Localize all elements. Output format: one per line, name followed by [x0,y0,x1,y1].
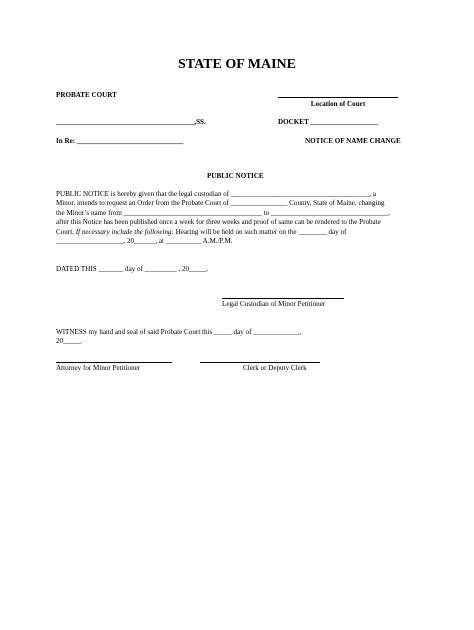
in-re-label: In Re: [56,137,76,145]
public-notice-heading: PUBLIC NOTICE [207,172,264,180]
paragraph-line: after this Notice has been published once a week for three weeks and proof of same can be rendered to the Probate [56,218,381,227]
paragraph-line: PUBLIC NOTICE is hereby given that the legal custodian of _______________________________________, a [56,190,376,198]
paragraph-line: the Minor’s name from _______________________________________ to _________________________________, [56,208,390,217]
paragraph-line: ___________________, 20______, at __________ A.M./P.M. [56,237,233,246]
clerk-signature-line [200,362,320,363]
paragraph-line: Minor, intends to request an Order from the Probate Court of ________________ County, State of Maine, changing [56,199,385,208]
custodian-label: Legal Custodian of Minor Petitioner [222,300,326,308]
location-of-court-line [278,97,398,98]
probate-court-label: PROBATE COURT [56,91,117,99]
public-notice-paragraph [56,190,416,246]
paragraph-line [56,228,416,237]
witness-year-line: 20_____. [56,337,83,345]
dated-line: DATED THIS _______ day of _________ , 20_____. [56,265,209,273]
custodian-signature-line [222,298,344,299]
witness-line: WITNESS my hand and seal of said Probate Court this _____ day of _____________, [56,328,302,336]
optional-clause: If necessary include the following: [75,227,174,236]
document-title: STATE OF MAINE [178,57,296,72]
hearing-text: Hearing will be held on such matter on the ________ day of [173,227,347,236]
court-prefix: Court. [56,227,76,236]
clerk-label: Clerk or Deputy Clerk [243,364,307,372]
notice-of-name-change-label: NOTICE OF NAME CHANGE [305,137,401,145]
location-of-court-label: Location of Court [310,100,366,108]
county-ss-line: _______________________________________,SS. [56,118,206,126]
docket-label: DOCKET ___________________ [278,118,378,126]
attorney-signature-line [56,362,172,363]
in-re-blank: ______________________________ [76,137,184,145]
attorney-label: Attorney for Minor Petitioner [56,364,141,372]
in-re-line [56,137,183,146]
